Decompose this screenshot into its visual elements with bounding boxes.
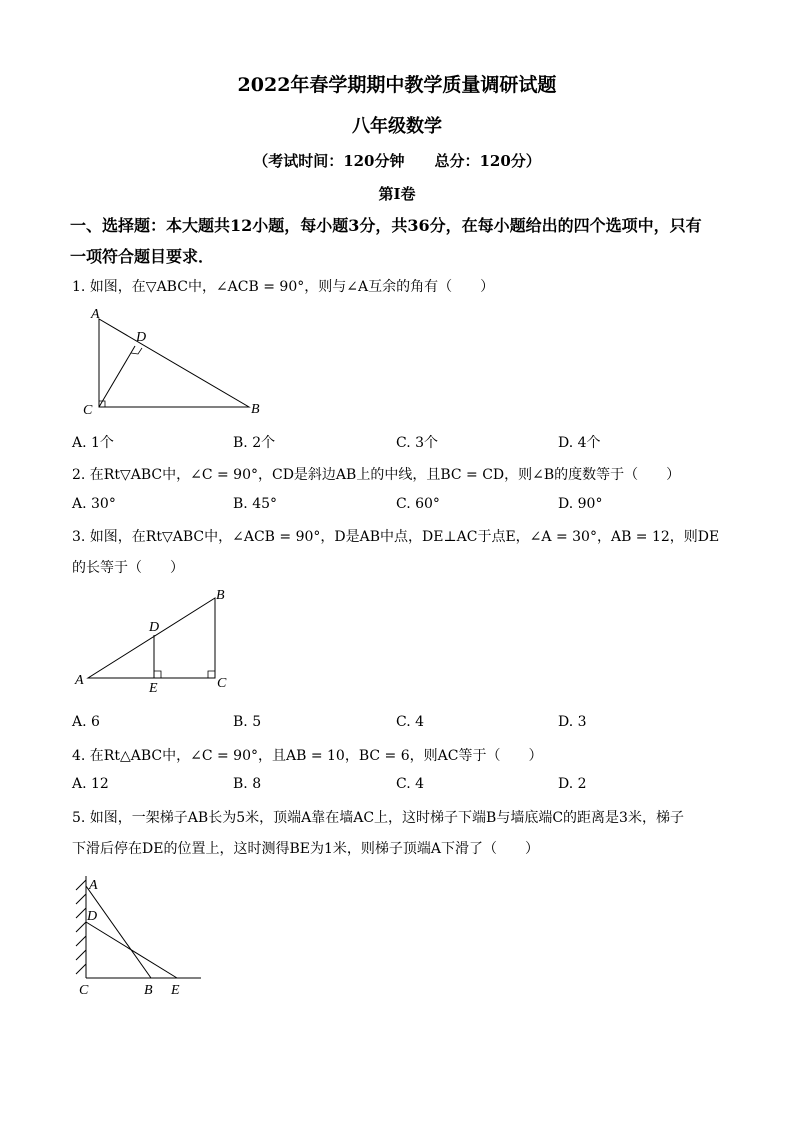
q3-option-b[interactable]: B. 5 [233,714,262,730]
ladder-de [86,922,177,978]
section-heading-line2: 一项符合题目要求． [70,247,215,266]
label-d3: D [149,620,160,635]
q2-option-a[interactable]: A. 30° [72,496,116,512]
label-a: A [91,307,100,322]
right-angle-mark-c3 [208,671,215,678]
question-1-text: 1. 如图，在▽ABC中，∠ACB = 90°，则与∠A互余的角有（ ） [72,279,495,295]
label-a3: A [75,673,84,688]
label-c3: C [217,676,227,691]
right-angle-mark-e [154,671,161,678]
question-5-text-line2: 下滑后停在DE的位置上，这时测得BE为1米，则梯子顶端A下滑了（ ） [72,841,539,857]
q1-option-b[interactable]: B. 2个 [233,435,276,451]
q3-option-d[interactable]: D. 3 [558,714,587,730]
question-5-figure [66,868,211,1000]
label-e3: E [149,681,158,696]
triangle-abc [99,319,249,407]
exam-subject: 八年级数学 [352,116,442,137]
question-1-figure [78,304,278,422]
exam-title: 2022年春学期期中教学质量调研试题 [237,74,557,96]
label-a5: A [89,878,98,893]
q4-option-a[interactable]: A. 12 [72,776,109,792]
q2-option-d[interactable]: D. 90° [558,496,603,512]
label-b5: B [144,983,153,998]
q4-option-b[interactable]: B. 8 [233,776,262,792]
label-c: C [83,403,93,418]
q3-option-c[interactable]: C. 4 [396,714,425,730]
wall-hatching [76,876,86,978]
right-angle-mark-d [131,348,142,354]
q4-option-d[interactable]: D. 2 [558,776,587,792]
volume-label: 第Ⅰ卷 [378,185,416,203]
q2-option-c[interactable]: C. 60° [396,496,440,512]
q1-option-c[interactable]: C. 3个 [396,435,439,451]
q3-option-a[interactable]: A. 6 [72,714,100,730]
triangle-abc-3 [88,598,215,678]
q4-option-c[interactable]: C. 4 [396,776,425,792]
section-heading-line1: 一、选择题：本大题共12小题，每小题3分，共36分，在每小题给出的四个选项中，只有 [70,216,702,235]
q1-option-a[interactable]: A. 1个 [72,435,114,451]
q1-option-d[interactable]: D. 4个 [558,435,601,451]
q2-option-b[interactable]: B. 45° [233,496,278,512]
question-5-text-line1: 5. 如图，一架梯子AB长为5米，顶端A靠在墙AC上，这时梯子下端B与墙底端C的距离是3米，梯子 [72,810,684,826]
label-b: B [251,402,260,417]
label-e5: E [171,983,180,998]
question-3-figure [70,584,245,696]
label-b3: B [216,588,225,603]
ladder-ab [86,886,151,978]
label-c5: C [79,983,89,998]
question-4-text: 4. 在Rt△ABC中，∠C = 90°，且AB = 10，BC = 6，则AC等于（ ） [72,748,543,764]
label-d5: D [87,909,98,924]
segment-cd [99,346,135,407]
question-3-text-line2: 的长等于（ ） [72,560,184,576]
exam-info: （考试时间：120分钟 总分：120分） [253,152,541,170]
question-3-text-line1: 3. 如图，在Rt▽ABC中，∠ACB = 90°，D是AB中点，DE⊥AC于点E，∠A = 30°，AB = 12，则DE [72,529,720,545]
question-2-text: 2. 在Rt▽ABC中，∠C = 90°，CD是斜边AB上的中线，且BC = CD，则∠B的度数等于（ ） [72,467,681,483]
label-d: D [136,330,147,345]
